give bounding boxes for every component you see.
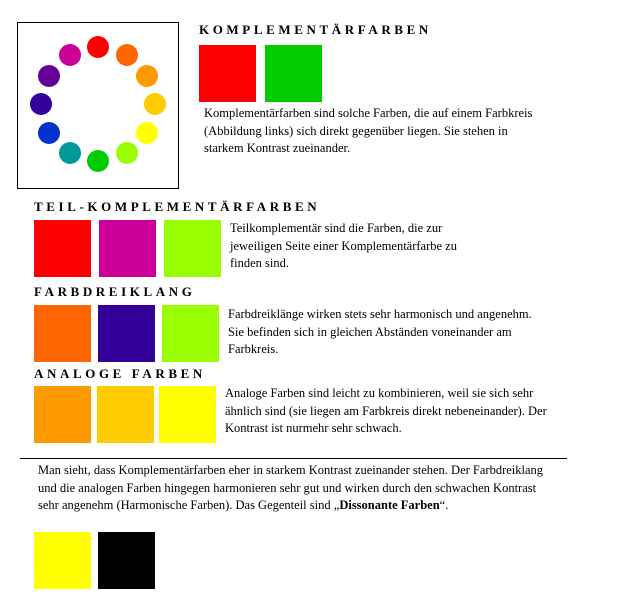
- swatch-yellow-green: [164, 220, 221, 277]
- swatch-yellow: [34, 532, 91, 589]
- quote-open: „: [333, 498, 340, 512]
- swatch-orange: [34, 386, 91, 443]
- swatch-black: [98, 532, 155, 589]
- swatch-amber: [97, 386, 154, 443]
- text-farbdreiklang: Farbdreiklänge wirken stets sehr harmonisch und angenehm. Sie befinden sich in gleichen Abständen voneinander am Farbkreis.: [228, 307, 532, 356]
- heading-teil-komplementaerfarben: TEIL-KOMPLEMENTÄRFARBEN: [34, 199, 321, 214]
- color-wheel-dot: [116, 44, 138, 66]
- swatch-green: [265, 45, 322, 102]
- swatch-red: [199, 45, 256, 102]
- color-wheel-dot: [59, 44, 81, 66]
- swatch-magenta: [99, 220, 156, 277]
- color-wheel-dot: [87, 150, 109, 172]
- color-wheel-dot: [59, 142, 81, 164]
- heading-farbdreiklang: FARBDREIKLANG: [34, 284, 196, 299]
- swatch-red: [34, 220, 91, 277]
- color-wheel-dot: [144, 93, 166, 115]
- summary-paragraph: [38, 462, 560, 515]
- color-wheel-dot: [116, 142, 138, 164]
- color-wheel-dot: [38, 65, 60, 87]
- heading-komplementaerfarben: KOMPLEMENTÄRFARBEN: [199, 22, 432, 37]
- color-wheel-figure: [17, 22, 179, 189]
- color-wheel-dot: [87, 36, 109, 58]
- summary-bold-term: Dissonante Farben: [339, 498, 440, 512]
- color-wheel-dot: [38, 122, 60, 144]
- summary-text: Man sieht, dass Komplementärfarben eher in starkem Kontrast zueinander stehen. Der Farbdreiklang und die analogen Farben hingegen harmonieren sehr gut und wirken durch den schwachen Kontrast sehr angenehm (Harmonische Farben). Das Gegenteil sind: [38, 463, 544, 512]
- text-analoge-farben: Analoge Farben sind leicht zu kombinieren, weil sie sich sehr ähnlich sind (sie liegen am Farbkreis direkt nebeneinander). Der Kontrast ist nurmehr sehr schwach.: [225, 386, 547, 435]
- color-wheel-dot: [30, 93, 52, 115]
- swatch-yellow-green: [162, 305, 219, 362]
- color-wheel-dot: [136, 122, 158, 144]
- quote-close: “.: [439, 498, 449, 512]
- text-teil-komplementaerfarben: Teilkomplementär sind die Farben, die zur jeweiligen Seite einer Komplementärfarbe zu finden sind.: [230, 221, 457, 270]
- text-komplementaerfarben: Komplementärfarben sind solche Farben, die auf einem Farbkreis (Abbildung links) sich direkt gegenüber liegen. Sie stehen in starkem Kontrast zueinander.: [204, 106, 533, 155]
- divider: [20, 458, 567, 459]
- swatch-orange: [34, 305, 91, 362]
- color-wheel-dot: [136, 65, 158, 87]
- heading-analoge-farben: ANALOGE FARBEN: [34, 366, 206, 381]
- swatch-indigo: [98, 305, 155, 362]
- swatch-yellow: [159, 386, 216, 443]
